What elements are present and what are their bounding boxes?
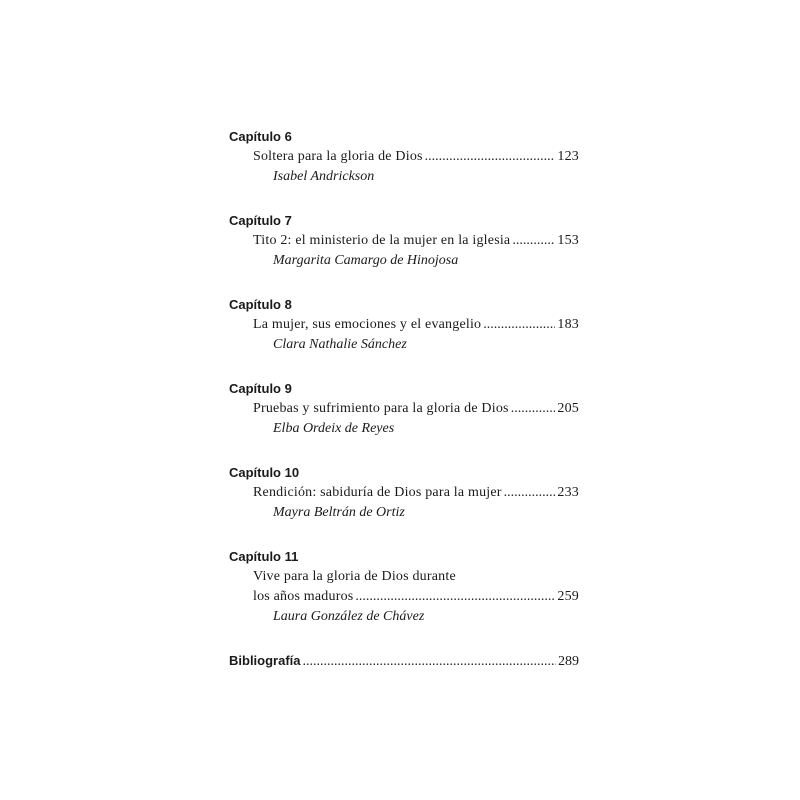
dot-leader [303,652,556,672]
chapter-title: los años maduros [253,589,354,604]
chapter-author: Laura González de Chávez [273,609,425,624]
toc-chapter-6 [229,127,579,187]
page-number: 153 [557,233,579,248]
dot-leader [355,587,555,607]
chapter-title-line [253,483,579,503]
chapter-label: Capítulo 9 [229,381,292,396]
chapter-label: Capítulo 10 [229,465,300,480]
chapter-author: Margarita Camargo de Hinojosa [273,253,459,268]
chapter-author: Clara Nathalie Sánchez [273,337,407,352]
chapter-label: Capítulo 6 [229,129,292,144]
chapter-author: Mayra Beltrán de Ortiz [273,505,405,520]
toc-bibliography [229,651,579,672]
toc-chapter-10 [229,463,579,523]
toc-chapter-9 [229,379,579,439]
dot-leader [504,483,556,503]
table-of-contents [229,127,579,672]
chapter-title: Rendición: sabiduría de Dios para la mujer [253,485,502,500]
chapter-title-line [253,231,579,251]
chapter-title-line [253,399,579,419]
page-number: 289 [558,654,579,669]
page-number: 205 [557,401,579,416]
page-number: 183 [557,317,579,332]
chapter-title-line [253,315,579,335]
dot-leader [483,315,555,335]
bibliography-label: Bibliografía [229,653,301,668]
chapter-label: Capítulo 7 [229,213,292,228]
chapter-title: Pruebas y sufrimiento para la gloria de Dios [253,401,509,416]
chapter-title: Tito 2: el ministerio de la mujer en la iglesia [253,233,511,248]
chapter-author: Isabel Andrickson [273,169,375,184]
toc-chapter-11 [229,547,579,627]
chapter-title-line-1: Vive para la gloria de Dios durante [253,569,456,584]
toc-chapter-7 [229,211,579,271]
chapter-title: La mujer, sus emociones y el evangelio [253,317,482,332]
chapter-title-line [253,147,579,167]
chapter-label: Capítulo 8 [229,297,292,312]
page-number: 259 [557,589,579,604]
chapter-title-line-2 [253,587,579,607]
chapter-author: Elba Ordeix de Reyes [273,421,395,436]
page-number: 233 [557,485,579,500]
page-number: 123 [557,149,579,164]
chapter-label: Capítulo 11 [229,549,299,564]
dot-leader [425,147,556,167]
chapter-title: Soltera para la gloria de Dios [253,149,423,164]
toc-chapter-8 [229,295,579,355]
dot-leader [512,231,555,251]
dot-leader [511,399,556,419]
